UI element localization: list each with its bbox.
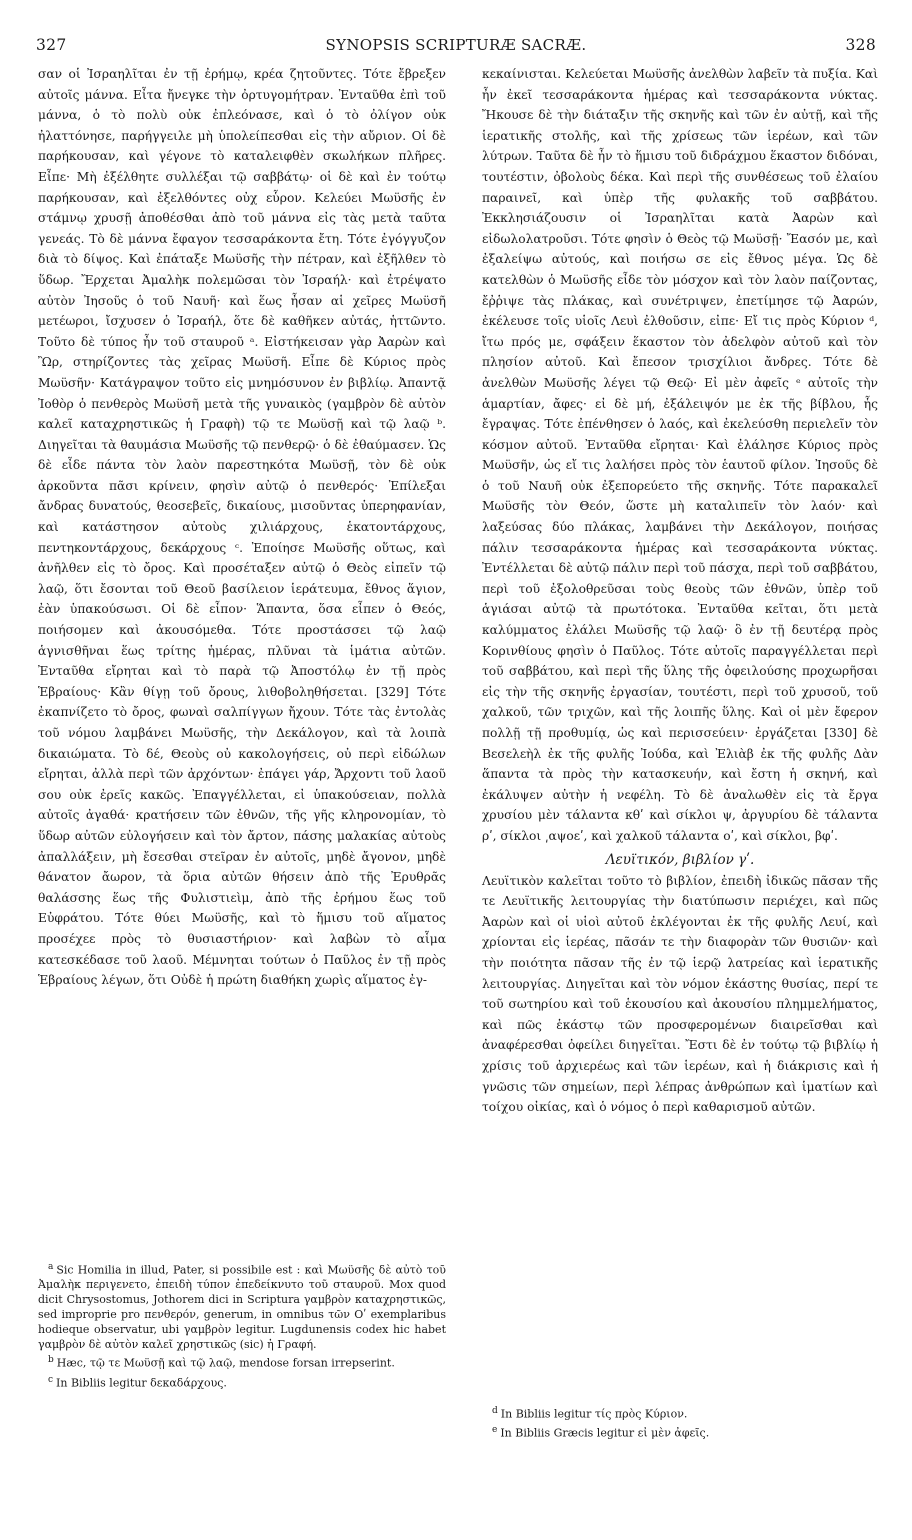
footnote-text: In Bibliis Græcis legitur εἰ μὲν ἀφεῖς. — [500, 1427, 710, 1441]
footnote-marker: e — [492, 1425, 498, 1436]
footnote-text: In Bibliis legitur δεκαδάρχους. — [56, 1376, 227, 1390]
footnote-c — [38, 1373, 446, 1391]
footnote-text: Hæc, τῷ τε Μωϋσῇ καὶ τῷ λαῷ, mendose forsan irrepserint. — [56, 1357, 395, 1371]
page-header — [36, 36, 876, 60]
footnotes-left — [38, 1260, 446, 1392]
leviticus-section-body: Λευϊτικὸν καλεῖται τοῦτο τὸ βιβλίον, ἐπειδὴ ἰδικῶς πᾶσαν τῆς τε Λευϊτικῆς λειτουργίας τὴν διατύπωσιν περιέχει, καὶ πῶς Ἀαρὼν καὶ οἱ υἱοὶ αὐτοῦ ἐκλέγονται ἐκ τῆς φυλῆς Λευί, καὶ χρίονται εἰς ἱερέας, πᾶσάν τε τὴν διαφορὰν τῶν θυσιῶν· καὶ τὴν ποιότητα πᾶσαν τῆς ἐν τῷ ἱερῷ λατρείας καὶ ἱερατικῆς λειτουργίας. Διηγεῖται καὶ τὸν νόμον ἑκάστης θυσίας, περί τε τοῦ σωτηρίου καὶ τοῦ ἑκουσίου καὶ ἀκουσίου πλημμελήματος, καὶ πῶς ἑκάστῳ τῶν προσφερομένων διαιρεῖσθαι καὶ ἀναφέρεσθαι ὀφείλει διηγεῖται. Ἔστι δὲ ἐν τούτῳ τῷ βιβλίῳ ἡ χρίσις τοῦ ἀρχιερέως καὶ τῶν ἱερέων, καὶ ἡ διάκρισις καὶ ἡ γνῶσις τῶν σημείων, περὶ λέπρας ἀνθρώπων καὶ ἱματίων καὶ τοίχου οἰκίας, καὶ ὁ νόμος ὁ περὶ καθαρισμοῦ αὐτῶν. — [482, 873, 878, 1115]
running-title: SYNOPSIS SCRIPTURÆ SACRÆ. — [325, 36, 587, 54]
footnote-marker: b — [48, 1355, 54, 1366]
right-text-column — [482, 64, 878, 1118]
footnote-marker: d — [492, 1406, 498, 1416]
footnote-a — [38, 1260, 446, 1352]
left-column-body: σαν οἱ Ἰσραηλῖται ἐν τῇ ἐρήμῳ, κρέα ζητοῦντες. Τότε ἔβρεξεν αὐτοῖς μάννα. Εἶτα ἤνεγκε τὴν ὀρτυγομήτραν. Ἐνταῦθα ἐπὶ τοῦ μάννα, ὁ τὸ πολὺ οὐκ ἐπλεόνασε, καὶ ὁ τὸ ὀλίγον οὐκ ἠλαττόνησε, παρήγγειλε μὴ ὑπολείπεσθαι εἰς τὴν αὔριον. Οἱ δὲ παρήκουσαν, καὶ γέγονε τὸ καταλειφθὲν σκωλήκων πλῆρες. Εἶπε· Μὴ ἐξέλθητε συλλέξαι τῷ σαββάτῳ· οἱ δὲ καὶ ἐν τούτῳ παρήκουσαν, καὶ ἐξελθόντες οὐχ εὗρον. Κελεύει Μωϋσῆς ἐν στάμνῳ χρυσῇ ἀποθέσθαι ἀπὸ τοῦ μάννα εἰς τὰς μετὰ ταῦτα γενεάς. Τὸ δὲ μάννα ἔφαγον τεσσαράκοντα ἔτη. Τότε ἐγόγγυζον διὰ τὸ δίψος. Καὶ ἐπάταξε Μωϋσῆς τὴν πέτραν, καὶ ἐξῆλθεν τὸ ὕδωρ. Ἔρχεται Ἀμαλὴκ πολεμῶσαι τὸν Ἰσραήλ· καὶ ἐτρέψατο αὐτὸν Ἰησοῦς ὁ τοῦ Ναυῆ· καὶ ἕως ἦσαν αἱ χεῖρες Μωϋσῆ μετέωροι, ἴσχυσεν ὁ Ἰσραήλ, ὅτε δὲ καθῆκεν αὐτάς, ἡττῶντο. Τοῦτο δὲ τύπος ἦν τοῦ σταυροῦ ᵃ. Εἰστήκεισαν γὰρ Ἀαρὼν καὶ Ὢρ, στηρίζοντες τὰς χεῖρας Μωϋσῆ. Εἶπε δὲ Κύριος πρὸς Μωϋσῆν· Κατάγραψον τοῦτο εἰς μνημόσυνον ἐν βιβλίῳ. Ἀπαντᾷ Ἰοθὸρ ὁ πενθερὸς Μωϋσῆ μετὰ τῆς γυναικὸς (γαμβρὸν δὲ αὐτὸν καλεῖ καταχρηστικῶς ἡ Γραφὴ) τῷ τε Μωϋσῇ καὶ τῷ λαῷ ᵇ. Διηγεῖται τὰ θαυμάσια Μωϋσῆς τῷ πενθερῷ· ὁ δὲ ἐθαύμασεν. Ὡς δὲ εἶδε πάντα τὸν λαὸν παρεστηκότα Μωϋσῇ, τὸν δὲ οὐκ ἀρκοῦντα πᾶσι κρίνειν, φησὶν αὐτῷ ὁ πενθερός· Ἐπίλεξαι ἄνδρας δυνατούς, θεοσεβεῖς, δικαίους, μισοῦντας ὑπερηφανίαν, καὶ κατάστησον αὐτοὺς χιλιάρχους, ἑκατοντάρχους, πεντηκοντάρχους, δεκάρχους ᶜ. Ἐποίησε Μωϋσῆς οὕτως, καὶ ἀνῆλθεν εἰς τὸ ὄρος. Καὶ προσέταξεν αὐτῷ ὁ Θεὸς εἰπεῖν τῷ λαῷ, ὅτι ἔσονται τοῦ Θεοῦ βασίλειον ἱεράτευμα, ἔθνος ἅγιον, ἐὰν ὑπακούσωσι. Οἱ δὲ εἶπον· Ἅπαντα, ὅσα εἶπεν ὁ Θεός, ποιήσομεν καὶ ἀκουσόμεθα. Τότε προστάσσει τῷ λαῷ ἁγνισθῆναι ἕως τρίτης ἡμέρας, πλῦναι τὰ ἱμάτια αὐτῶν. Ἐνταῦθα εἴρηται καὶ τὸ παρὰ τῷ Ἀποστόλῳ ἐν τῇ πρὸς Ἑβραίους· Κἂν θίγῃ τοῦ ὄρους, λιθοβοληθήσεται. [329] Τότε ἐκαπνίζετο τὸ ὄρος, φωναὶ σαλπίγγων ἤχουν. Τότε τὰς ἐντολὰς τοῦ νόμου λαμβάνει Μωϋσῆς, τὴν Δεκάλογον, καὶ τὰ λοιπὰ δικαιώματα. Τὸ δέ, Θεοὺς οὐ κακολογήσεις, οὐ περὶ εἰδώλων εἴρηται, ἀλλὰ περὶ τῶν ἀρχόντων· ἐπάγει γάρ, Ἄρχοντι τοῦ λαοῦ σου οὐκ ἐρεῖς κακῶς. Ἐπαγγέλλεται, εἰ ὑπακούσειαν, πολλὰ αὐτοῖς ἀγαθά· κρατήσειν τῶν ἐθνῶν, τῆς γῆς κληρονομίαν, τὸ ὕδωρ αὐτῶν εὐλογήσειν καὶ τὸν ἄρτον, πάσης μαλακίας αὐτοὺς ἀπαλλάξειν, μὴ ἔσεσθαι στεῖραν ἐν αὐτοῖς, μηδὲ ἄγονον, μηδὲ θάνατον ἄωρον, τὰ ὅρια αὐτῶν θήσειν ἀπὸ τῆς Ἐρυθρᾶς θαλάσσης ἕως τῆς Φυλιστιεὶμ, ἀπὸ τῆς ἐρήμου ἕως τοῦ Εὐφράτου. Τότε θύει Μωϋσῆς, καὶ τὸ ἥμισυ τοῦ αἵματος προσέχεε πρὸς τὸ θυσιαστήριον· καὶ λαβὼν τὸ αἷμα κατεσκέδασε τοῦ λαοῦ. Μέμνηται τούτων ὁ Παῦλος ἐν τῇ πρὸς Ἑβραίους λέγων, ὅτι Οὐδὲ ἡ πρώτη διαθήκη χωρὶς αἵματος ἐγ- — [38, 67, 446, 988]
page-number-right: 328 — [845, 36, 876, 54]
footnote-marker: a — [48, 1262, 54, 1272]
section-heading-leviticus: Λευϊτικόν, βιβλίον γʹ. — [605, 851, 755, 868]
page-number-left: 327 — [36, 36, 67, 54]
footnote-text: Sic Homilia in illud, Pater, si possibile est : καὶ Μωϋσῆς δὲ αὐτὸ τοῦ Ἀμαλὴκ περιγενετο, ἐπειδὴ τύπον ἐπεδείκνυτο τοῦ σταυροῦ. Mox quod dicit Chrysostomus, Jothorem dici in Scriptura γαμβρὸν καταχρηστικῶς, sed improprie pro πενθερόν, generum, in omnibus τῶν Οʹ exemplaribus hodieque observatur, ubi γαμβρὸν legitur. Lugdunensis codex hic habet γαμβρὸν δὲ αὐτὸν καλεῖ χρηστικῶς (sic) ἡ Γραφή. — [38, 1263, 446, 1351]
footnotes-right — [482, 1404, 878, 1443]
footnote-b — [38, 1353, 446, 1371]
footnote-text: In Bibliis legitur τίς πρὸς Κύριον. — [500, 1407, 688, 1421]
footnote-d — [482, 1404, 878, 1422]
footnote-e — [482, 1423, 878, 1441]
footnote-marker: c — [48, 1374, 54, 1385]
left-text-column — [38, 64, 446, 991]
right-column-body: κεκαίνισται. Κελεύεται Μωϋσῆς ἀνελθὼν λαβεῖν τὰ πυξία. Καὶ ἦν ἐκεῖ τεσσαράκοντα ἡμέρας καὶ τεσσαράκοντα νύκτας. Ἤκουσε δὲ τὴν διάταξιν τῆς σκηνῆς καὶ τῶν ἐν αὐτῇ, καὶ τῆς ἱερατικῆς στολῆς, καὶ τῆς χρίσεως τῶν ἱερέων, καὶ τῶν λύτρων. Ταῦτα δὲ ἦν τὸ ἥμισυ τοῦ διδράχμου ἕκαστον διδόναι, τουτέστιν, ὀβολοὺς δέκα. Καὶ περὶ τῆς συνθέσεως τοῦ ἐλαίου παραινεῖ, καὶ ὑπὲρ τῆς φυλακῆς τοῦ σαββάτου. Ἐκκλησιάζουσιν οἱ Ἰσραηλῖται κατὰ Ἀαρὼν καὶ εἰδωλολατροῦσι. Τότε φησὶν ὁ Θεὸς τῷ Μωϋσῇ· Ἔασόν με, καὶ ἐξαλείψω αὐτούς, καὶ ποιήσω σε εἰς ἔθνος μέγα. Ὡς δὲ κατελθὼν ὁ Μωϋσῆς εἶδε τὸν μόσχον καὶ τὸν λαὸν παίζοντας, ἔῤῥιψε τὰς πλάκας, καὶ συνέτριψεν, ἐπετίμησε τῷ Ἀαρών, ἐκέλευσε τοῖς υἱοῖς Λευὶ ἐλθοῦσιν, εἰπε· Εἴ τις πρὸς Κύριον ᵈ, ἴτω πρός με, σφάξειν ἕκαστον τὸν ἀδελφὸν αὐτοῦ καὶ τὸν πλησίον αὐτοῦ. Καὶ ἔπεσον τρισχίλιοι ἄνδρες. Τότε δὲ ἀνελθὼν Μωϋσῆς λέγει τῷ Θεῷ· Εἰ μὲν ἀφεῖς ᵉ αὐτοῖς τὴν ἁμαρτίαν, ἄφες· εἰ δὲ μή, ἐξάλειψόν με ἐκ τῆς βίβλου, ἧς ἔγραψας. Τότε ἐπένθησεν ὁ λαός, καὶ ἐκελεύσθη περιελεῖν τὸν κόσμον αὐτοῦ. Ἐνταῦθα εἴρηται· Καὶ ἐλάλησε Κύριος πρὸς Μωϋσῆν, ὡς εἴ τις λαλήσει πρὸς τὸν ἑαυτοῦ φίλον. Ἰησοῦς δὲ ὁ τοῦ Ναυῆ οὐκ ἐξεπορεύετο τῆς σκηνῆς. Τότε παρακαλεῖ Μωϋσῆς τὸν Θεόν, ὥστε μὴ καταλιπεῖν τὸν λαόν· καὶ λαξεύσας δύο πλάκας, λαμβάνει τὴν Δεκάλογον, ποιήσας πάλιν τεσσαράκοντα ἡμέρας καὶ τεσσαράκοντα νύκτας. Ἐντέλλεται δὲ αὐτῷ πάλιν περὶ τοῦ πάσχα, περὶ τοῦ σαββάτου, περὶ τοῦ ἐξολοθρεῦσαι τοὺς θεοὺς τῶν ἐθνῶν, ὑπὲρ τοῦ ἁγιάσαι αὐτῷ τὰ πρωτότοκα. Ἐνταῦθα κεῖται, ὅτι μετὰ καλύμματος ἐλάλει Μωϋσῆς τῷ λαῷ· ὃ ἐν τῇ δευτέρᾳ πρὸς Κορινθίους φησὶν ὁ Παῦλος. Τότε αὐτοῖς παραγγέλλεται περὶ τοῦ σαββάτου, καὶ περὶ τῆς ὕλης τῆς ὀφειλούσης προχωρῆσαι εἰς τὴν τῆς σκηνῆς ἐργασίαν, τουτέστι, περὶ τοῦ χρυσοῦ, τοῦ χαλκοῦ, τῶν τριχῶν, καὶ τῆς λοιπῆς ὕλης. Καὶ οἱ μὲν ἔφερον πολλῇ τῇ προθυμίᾳ, ὡς καὶ περισσεύειν· ἐργάζεται [330] δὲ Βεσελεὴλ ἐκ τῆς φυλῆς Ἰούδα, καὶ Ἐλιὰβ ἐκ τῆς φυλῆς Δὰν ἅπαντα τὰ πρὸς τὴν κατασκευήν, καὶ ἔστη ἡ σκηνή, καὶ ἐκάλυψεν αὐτὴν ἡ νεφέλη. Τὸ δὲ ἀναλωθὲν εἰς τὰ ἔργα χρυσίου μὲν τάλαντα κθʹ καὶ σίκλοι ψ, ἀργυρίου δὲ τάλαντα ρʹ, σίκλοι ͵αψοεʹ, καὶ χαλκοῦ τάλαντα οʹ, καὶ σίκλοι, βφʹ. — [482, 67, 878, 843]
